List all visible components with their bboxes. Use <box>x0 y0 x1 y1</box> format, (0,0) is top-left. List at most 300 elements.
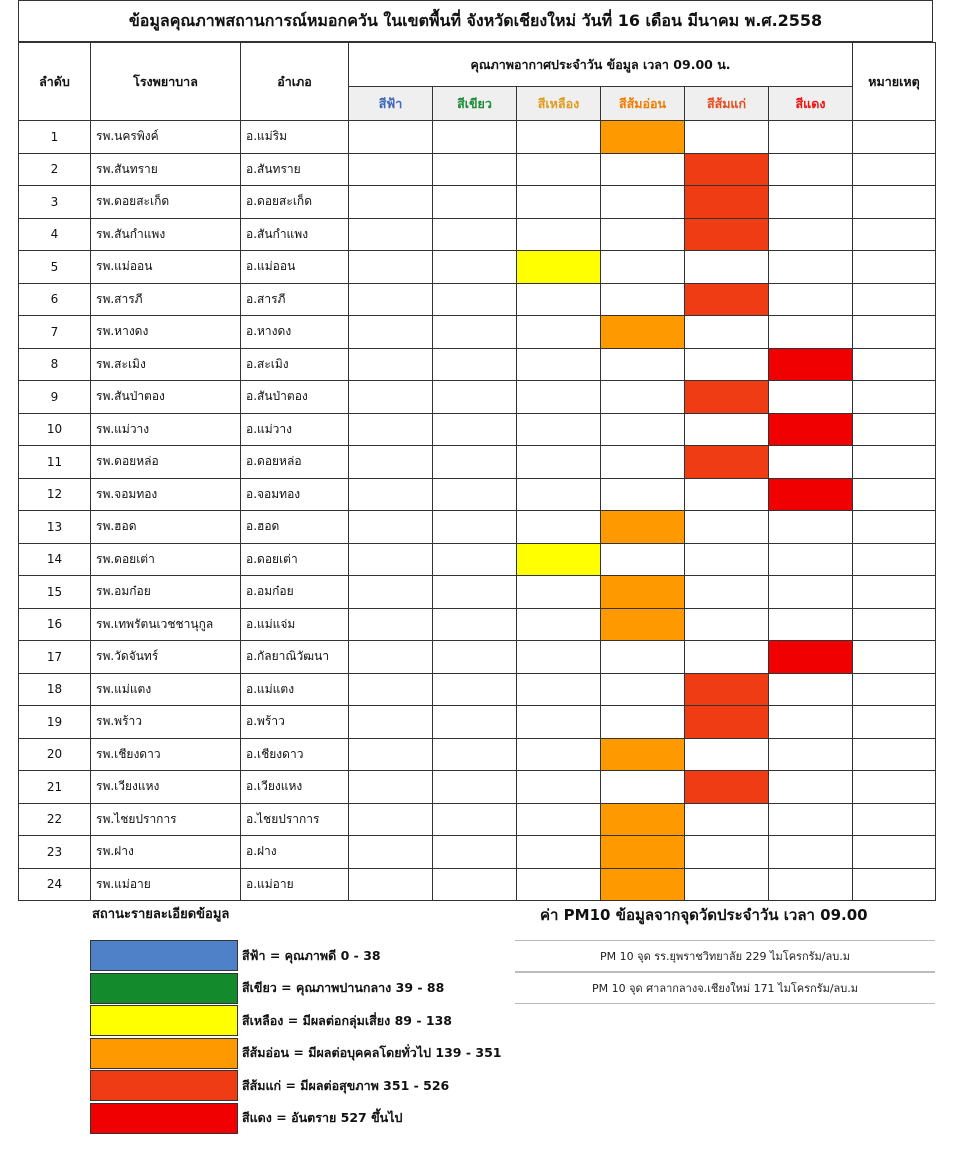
district-name: อ.สารภี <box>241 283 349 316</box>
level-cell <box>433 381 517 414</box>
level-cell <box>433 608 517 641</box>
table-row <box>19 641 936 674</box>
level-cell <box>349 803 433 836</box>
header-quality: คุณภาพอากาศประจำวัน ข้อมูล เวลา 09.00 น. <box>349 43 853 87</box>
table-row <box>19 836 936 869</box>
level-cell <box>601 251 685 284</box>
header-level-yellow: สีเหลือง <box>517 87 601 121</box>
level-cell <box>601 283 685 316</box>
level-cell-filled <box>601 738 685 771</box>
level-cell-filled <box>769 478 853 511</box>
level-cell <box>769 803 853 836</box>
level-cell <box>685 348 769 381</box>
level-cell <box>601 186 685 219</box>
level-cell <box>349 608 433 641</box>
level-cell-filled <box>601 608 685 641</box>
level-cell <box>349 316 433 349</box>
level-cell <box>433 511 517 544</box>
level-cell <box>517 413 601 446</box>
level-cell <box>517 316 601 349</box>
level-cell <box>769 543 853 576</box>
level-cell <box>685 608 769 641</box>
district-name: อ.สันทราย <box>241 153 349 186</box>
level-cell <box>517 283 601 316</box>
level-cell <box>769 251 853 284</box>
district-name: อ.แม่แจ่ม <box>241 608 349 641</box>
level-cell-filled <box>685 381 769 414</box>
district-name: อ.เวียงแหง <box>241 771 349 804</box>
row-number: 6 <box>19 283 91 316</box>
hospital-name: รพ.ดอยหล่อ <box>91 446 241 479</box>
level-cell <box>433 283 517 316</box>
legend-text: สีเหลือง = มีผลต่อกลุ่มเสี่ยง 89 - 138 <box>242 1012 452 1028</box>
level-cell <box>349 186 433 219</box>
legend-item <box>90 940 381 971</box>
table-row <box>19 348 936 381</box>
hospital-name: รพ.ดอยเต่า <box>91 543 241 576</box>
level-cell <box>349 153 433 186</box>
level-cell <box>433 316 517 349</box>
level-cell <box>685 836 769 869</box>
remark-cell <box>853 803 936 836</box>
row-number: 19 <box>19 706 91 739</box>
district-name: อ.หางดง <box>241 316 349 349</box>
table-row <box>19 413 936 446</box>
remark-cell <box>853 641 936 674</box>
header-level-dark-orange: สีส้มแก่ <box>685 87 769 121</box>
level-cell <box>433 576 517 609</box>
remark-cell <box>853 836 936 869</box>
level-cell-filled <box>601 511 685 544</box>
level-cell-filled <box>601 121 685 154</box>
hospital-name: รพ.ดอยสะเก็ด <box>91 186 241 219</box>
level-cell <box>349 283 433 316</box>
remark-cell <box>853 673 936 706</box>
level-cell <box>433 641 517 674</box>
level-cell-filled <box>685 153 769 186</box>
level-cell-filled <box>769 348 853 381</box>
hospital-name: รพ.แม่วาง <box>91 413 241 446</box>
district-name: อ.ไชยปราการ <box>241 803 349 836</box>
legend-item <box>90 1103 402 1134</box>
level-cell-filled <box>601 836 685 869</box>
remark-cell <box>853 543 936 576</box>
district-name: อ.ดอยหล่อ <box>241 446 349 479</box>
row-number: 21 <box>19 771 91 804</box>
level-cell <box>769 608 853 641</box>
level-cell <box>685 803 769 836</box>
hospital-name: รพ.นครพิงค์ <box>91 121 241 154</box>
level-cell <box>769 153 853 186</box>
level-cell-filled <box>685 673 769 706</box>
level-cell <box>517 348 601 381</box>
level-cell <box>517 218 601 251</box>
legend-swatch <box>90 1038 238 1069</box>
level-cell <box>769 446 853 479</box>
row-number: 13 <box>19 511 91 544</box>
level-cell-filled <box>685 186 769 219</box>
remark-cell <box>853 251 936 284</box>
level-cell-filled <box>601 316 685 349</box>
row-number: 7 <box>19 316 91 349</box>
level-cell <box>349 478 433 511</box>
level-cell <box>433 446 517 479</box>
table-row <box>19 153 936 186</box>
table-row <box>19 608 936 641</box>
level-cell <box>349 218 433 251</box>
table-row <box>19 478 936 511</box>
level-cell <box>433 803 517 836</box>
hospital-name: รพ.เวียงแหง <box>91 771 241 804</box>
level-cell <box>601 706 685 739</box>
legend-swatch <box>90 973 238 1004</box>
level-cell-filled <box>685 706 769 739</box>
table-row <box>19 738 936 771</box>
legend-title: สถานะรายละเอียดข้อมูล <box>92 907 230 922</box>
row-number: 10 <box>19 413 91 446</box>
remark-cell <box>853 868 936 901</box>
header-level-blue: สีฟ้า <box>349 87 433 121</box>
row-number: 14 <box>19 543 91 576</box>
table-row <box>19 673 936 706</box>
row-number: 1 <box>19 121 91 154</box>
district-name: อ.พร้าว <box>241 706 349 739</box>
level-cell <box>349 738 433 771</box>
row-number: 24 <box>19 868 91 901</box>
level-cell <box>517 738 601 771</box>
level-cell-filled <box>769 413 853 446</box>
level-cell <box>433 771 517 804</box>
hospital-name: รพ.ฝาง <box>91 836 241 869</box>
header-no: ลำดับ <box>19 43 91 121</box>
level-cell <box>433 153 517 186</box>
level-cell <box>433 251 517 284</box>
level-cell <box>433 706 517 739</box>
hospital-name: รพ.แม่แตง <box>91 673 241 706</box>
hospital-name: รพ.สันทราย <box>91 153 241 186</box>
district-name: อ.ดอยสะเก็ด <box>241 186 349 219</box>
hospital-name: รพ.สันกำแพง <box>91 218 241 251</box>
legend-item <box>90 1038 501 1069</box>
row-number: 22 <box>19 803 91 836</box>
level-cell <box>349 348 433 381</box>
legend-swatch <box>90 940 238 971</box>
table-row <box>19 706 936 739</box>
page-title: ข้อมูลคุณภาพสถานการณ์หมอกควัน ในเขตพื้นที่ จังหวัดเชียงใหม่ วันที่ 16 เดือน มีนาคม พ.ศ.2558 <box>18 0 933 42</box>
level-cell <box>769 576 853 609</box>
row-number: 15 <box>19 576 91 609</box>
table-row <box>19 251 936 284</box>
district-name: อ.สะเมิง <box>241 348 349 381</box>
level-cell <box>517 771 601 804</box>
level-cell <box>685 738 769 771</box>
district-name: อ.แม่วาง <box>241 413 349 446</box>
level-cell <box>433 738 517 771</box>
row-number: 8 <box>19 348 91 381</box>
row-number: 16 <box>19 608 91 641</box>
remark-cell <box>853 446 936 479</box>
header-district: อำเภอ <box>241 43 349 121</box>
level-cell <box>685 413 769 446</box>
level-cell-filled <box>685 283 769 316</box>
district-name: อ.สันป่าตอง <box>241 381 349 414</box>
level-cell <box>517 153 601 186</box>
legend-text: สีแดง = อันตราย 527 ขึ้นไป <box>242 1110 403 1125</box>
level-cell <box>349 381 433 414</box>
air-quality-table <box>18 42 936 901</box>
pm10-line-2: PM 10 จุด ศาลากลางจ.เชียงใหม่ 171 ไมโครกรัม/ลบ.ม <box>515 972 935 1004</box>
remark-cell <box>853 413 936 446</box>
row-number: 17 <box>19 641 91 674</box>
remark-cell <box>853 771 936 804</box>
level-cell <box>601 478 685 511</box>
legend-text: สีเขียว = คุณภาพปานกลาง 39 - 88 <box>242 980 445 995</box>
level-cell <box>433 413 517 446</box>
district-name: อ.แม่อาย <box>241 868 349 901</box>
hospital-name: รพ.เชียงดาว <box>91 738 241 771</box>
level-cell <box>769 186 853 219</box>
remark-cell <box>853 381 936 414</box>
level-cell <box>433 673 517 706</box>
level-cell <box>433 186 517 219</box>
header-level-light-orange: สีส้มอ่อน <box>601 87 685 121</box>
table-row <box>19 868 936 901</box>
pm10-line-1: PM 10 จุด รร.ยุพราชวิทยาลัย 229 ไมโครกรัม/ลบ.ม <box>515 940 935 972</box>
remark-cell <box>853 153 936 186</box>
legend-swatch <box>90 1070 238 1101</box>
header-level-red: สีแดง <box>769 87 853 121</box>
level-cell <box>517 673 601 706</box>
level-cell <box>517 868 601 901</box>
remark-cell <box>853 511 936 544</box>
level-cell <box>769 738 853 771</box>
level-cell <box>769 771 853 804</box>
remark-cell <box>853 706 936 739</box>
level-cell <box>769 511 853 544</box>
level-cell <box>349 673 433 706</box>
row-number: 4 <box>19 218 91 251</box>
level-cell <box>433 348 517 381</box>
level-cell <box>517 576 601 609</box>
row-number: 9 <box>19 381 91 414</box>
table-row <box>19 543 936 576</box>
table-row <box>19 283 936 316</box>
level-cell <box>349 641 433 674</box>
level-cell <box>517 803 601 836</box>
level-cell <box>601 381 685 414</box>
level-cell <box>601 543 685 576</box>
remark-cell <box>853 121 936 154</box>
table-row <box>19 186 936 219</box>
remark-cell <box>853 186 936 219</box>
hospital-name: รพ.ฮอด <box>91 511 241 544</box>
legend-text: สีฟ้า = คุณภาพดี 0 - 38 <box>242 947 381 963</box>
district-name: อ.ฝาง <box>241 836 349 869</box>
district-name: อ.แม่ออน <box>241 251 349 284</box>
level-cell <box>685 121 769 154</box>
level-cell <box>433 478 517 511</box>
row-number: 18 <box>19 673 91 706</box>
level-cell <box>685 543 769 576</box>
level-cell <box>349 868 433 901</box>
remark-cell <box>853 608 936 641</box>
level-cell <box>601 771 685 804</box>
level-cell <box>685 478 769 511</box>
table-row <box>19 803 936 836</box>
level-cell <box>769 283 853 316</box>
level-cell <box>601 446 685 479</box>
table-body <box>19 121 936 901</box>
row-number: 3 <box>19 186 91 219</box>
legend-item <box>90 1005 452 1036</box>
remark-cell <box>853 316 936 349</box>
hospital-name: รพ.สะเมิง <box>91 348 241 381</box>
level-cell <box>517 836 601 869</box>
level-cell <box>517 186 601 219</box>
level-cell <box>769 836 853 869</box>
level-cell-filled <box>517 251 601 284</box>
row-number: 20 <box>19 738 91 771</box>
header-level-green: สีเขียว <box>433 87 517 121</box>
legend-swatch <box>90 1103 238 1134</box>
level-cell <box>433 121 517 154</box>
level-cell <box>685 868 769 901</box>
hospital-name: รพ.อมก๋อย <box>91 576 241 609</box>
level-cell <box>769 673 853 706</box>
district-name: อ.แม่ริม <box>241 121 349 154</box>
level-cell <box>517 608 601 641</box>
table-row <box>19 446 936 479</box>
table-row <box>19 316 936 349</box>
level-cell <box>433 543 517 576</box>
level-cell-filled <box>685 446 769 479</box>
level-cell <box>601 218 685 251</box>
table-row <box>19 218 936 251</box>
level-cell <box>349 771 433 804</box>
level-cell <box>349 543 433 576</box>
hospital-name: รพ.พร้าว <box>91 706 241 739</box>
level-cell <box>517 381 601 414</box>
hospital-name: รพ.สารภี <box>91 283 241 316</box>
district-name: อ.กัลยาณิวัฒนา <box>241 641 349 674</box>
remark-cell <box>853 738 936 771</box>
row-number: 23 <box>19 836 91 869</box>
district-name: อ.อมก๋อย <box>241 576 349 609</box>
table-row <box>19 121 936 154</box>
header-remark: หมายเหตุ <box>853 43 936 121</box>
level-cell <box>349 836 433 869</box>
remark-cell <box>853 218 936 251</box>
row-number: 11 <box>19 446 91 479</box>
level-cell <box>601 348 685 381</box>
level-cell <box>685 641 769 674</box>
remark-cell <box>853 478 936 511</box>
district-name: อ.แม่แตง <box>241 673 349 706</box>
row-number: 2 <box>19 153 91 186</box>
district-name: อ.จอมทอง <box>241 478 349 511</box>
hospital-name: รพ.สันป่าตอง <box>91 381 241 414</box>
level-cell <box>601 673 685 706</box>
legend-item <box>90 973 444 1004</box>
level-cell <box>601 641 685 674</box>
level-cell <box>601 413 685 446</box>
level-cell-filled <box>601 803 685 836</box>
district-name: อ.ฮอด <box>241 511 349 544</box>
level-cell <box>349 251 433 284</box>
level-cell <box>517 511 601 544</box>
table-row <box>19 381 936 414</box>
level-cell-filled <box>685 218 769 251</box>
level-cell <box>349 576 433 609</box>
hospital-name: รพ.เทพรัตนเวชชานุกูล <box>91 608 241 641</box>
hospital-name: รพ.แม่อาย <box>91 868 241 901</box>
district-name: อ.ดอยเต่า <box>241 543 349 576</box>
hospital-name: รพ.วัดจันทร์ <box>91 641 241 674</box>
level-cell <box>517 121 601 154</box>
level-cell <box>349 446 433 479</box>
level-cell <box>517 706 601 739</box>
level-cell <box>517 478 601 511</box>
legend-text: สีส้มแก่ = มีผลต่อสุขภาพ 351 - 526 <box>242 1077 450 1093</box>
level-cell <box>685 316 769 349</box>
level-cell <box>433 868 517 901</box>
level-cell <box>685 511 769 544</box>
level-cell-filled <box>685 771 769 804</box>
level-cell-filled <box>601 868 685 901</box>
header-hospital: โรงพยาบาล <box>91 43 241 121</box>
level-cell <box>349 413 433 446</box>
hospital-name: รพ.แม่ออน <box>91 251 241 284</box>
remark-cell <box>853 283 936 316</box>
level-cell <box>517 446 601 479</box>
level-cell <box>685 251 769 284</box>
level-cell <box>769 121 853 154</box>
row-number: 12 <box>19 478 91 511</box>
level-cell <box>685 576 769 609</box>
level-cell <box>349 511 433 544</box>
level-cell-filled <box>517 543 601 576</box>
level-cell <box>349 706 433 739</box>
legend-text: สีส้มอ่อน = มีผลต่อบุคคลโดยทั่วไป 139 - 351 <box>242 1045 502 1060</box>
pm10-title: ค่า PM10 ข้อมูลจากจุดวัดประจำวัน เวลา 09.00 <box>540 906 868 924</box>
level-cell <box>769 218 853 251</box>
remark-cell <box>853 576 936 609</box>
legend-item <box>90 1070 449 1101</box>
legend-swatch <box>90 1005 238 1036</box>
hospital-name: รพ.ไชยปราการ <box>91 803 241 836</box>
level-cell <box>601 153 685 186</box>
district-name: อ.เชียงดาว <box>241 738 349 771</box>
level-cell <box>517 641 601 674</box>
level-cell <box>349 121 433 154</box>
level-cell <box>769 381 853 414</box>
table-row <box>19 511 936 544</box>
level-cell-filled <box>769 641 853 674</box>
hospital-name: รพ.หางดง <box>91 316 241 349</box>
hospital-name: รพ.จอมทอง <box>91 478 241 511</box>
row-number: 5 <box>19 251 91 284</box>
level-cell <box>769 868 853 901</box>
district-name: อ.สันกำแพง <box>241 218 349 251</box>
level-cell <box>769 706 853 739</box>
level-cell <box>769 316 853 349</box>
level-cell-filled <box>601 576 685 609</box>
table-row <box>19 771 936 804</box>
table-row <box>19 576 936 609</box>
level-cell <box>433 218 517 251</box>
remark-cell <box>853 348 936 381</box>
level-cell <box>433 836 517 869</box>
